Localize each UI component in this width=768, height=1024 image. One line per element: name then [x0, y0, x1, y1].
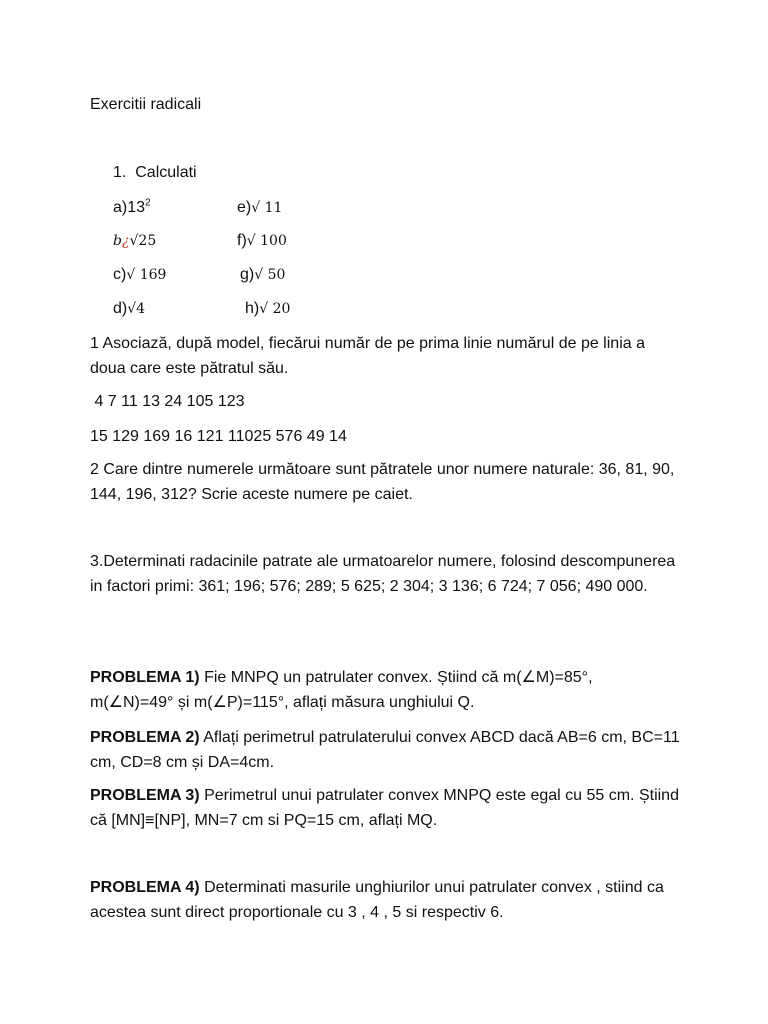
calc-item-g [240, 263, 768, 287]
problem-1-text: Fie MNPQ un patrulater convex. Știind că m(∠M)=85°, m(∠N)=49° și m(∠P)=115°, aflați măsura unghiului Q. [90, 669, 593, 711]
exercise-1-title: Calculati [135, 164, 197, 181]
problem-1-label: PROBLEMA 1) [90, 669, 200, 686]
exercise-1-heading [113, 161, 703, 185]
problem-2-text: Aflați perimetrul patrulaterului convex ABCD dacă AB=6 cm, BC=11 cm, CD=8 cm și DA=4cm. [90, 729, 680, 771]
calc-item-f [237, 229, 768, 253]
calc-label-d: d) [113, 300, 128, 317]
calc-label-b: b [113, 233, 122, 249]
calc-value-c: √ 169 [126, 267, 167, 283]
calc-label-c: c) [113, 266, 127, 283]
calc-item-h [245, 297, 768, 321]
calc-value-g: √ 50 [254, 267, 286, 283]
calc-mark-b: ¿ [121, 233, 130, 249]
exercise-1-number: 1. [113, 164, 127, 181]
calc-value-h: √ 20 [259, 301, 291, 317]
problem-4 [90, 876, 680, 925]
problem-1 [90, 666, 680, 715]
exercise-3-text: 3.Determinati radacinile patrate ale urmatoarelor numere, folosind descompunerea in factori primi: 361; 196; 576; 289; 5 625; 2 304; 3 136; 6 724; 7 056; 490 000. [90, 553, 676, 595]
problem-4-text: Determinati masurile unghiurilor unui patrulater convex , stiind ca acestea sunt direct proportionale cu 3 , 4 , 5 si respectiv 6. [90, 879, 664, 921]
calc-value-f: √ 100 [246, 233, 287, 249]
association-instructions: 1 Asociază, după model, fiecărui număr de pe prima linie numărul de pe linia a doua care este pătratul său. [90, 335, 645, 377]
problem-3 [90, 784, 680, 833]
exercise-2-text: 2 Care dintre numerele următoare sunt pătratele unor numere naturale: 36, 81, 90, 144, 196, 312? Scrie aceste numere pe caiet. [90, 461, 675, 503]
problem-3-text: Perimetrul unui patrulater convex MNPQ este egal cu 55 cm. Știind că [MN]≡[NP], MN=7 cm si PQ=15 cm, aflați MQ. [90, 787, 679, 829]
calc-label-f: f) [237, 232, 247, 249]
problem-4-label: PROBLEMA 4) [90, 879, 200, 896]
calc-value-a: 13 [127, 199, 146, 216]
problem-2 [90, 726, 680, 775]
calc-label-a: a) [113, 199, 128, 216]
calc-value-b: √25 [129, 233, 157, 249]
calc-item-e [237, 196, 768, 220]
problem-3-label: PROBLEMA 3) [90, 787, 200, 804]
calc-value-e: √ 11 [251, 200, 283, 216]
calc-label-g: g) [240, 266, 255, 283]
calc-value-d: √4 [127, 301, 146, 317]
problem-2-label: PROBLEMA 2) [90, 729, 200, 746]
calc-label-e: e) [237, 199, 252, 216]
calc-label-h: h) [245, 300, 260, 317]
calc-exponent-a: 2 [145, 197, 151, 209]
association-row-1: 4 7 11 13 24 105 123 [90, 393, 245, 410]
document-title: Exercitii radicali [90, 96, 202, 113]
association-row-2: 15 129 169 16 121 11025 576 49 14 [90, 428, 347, 445]
